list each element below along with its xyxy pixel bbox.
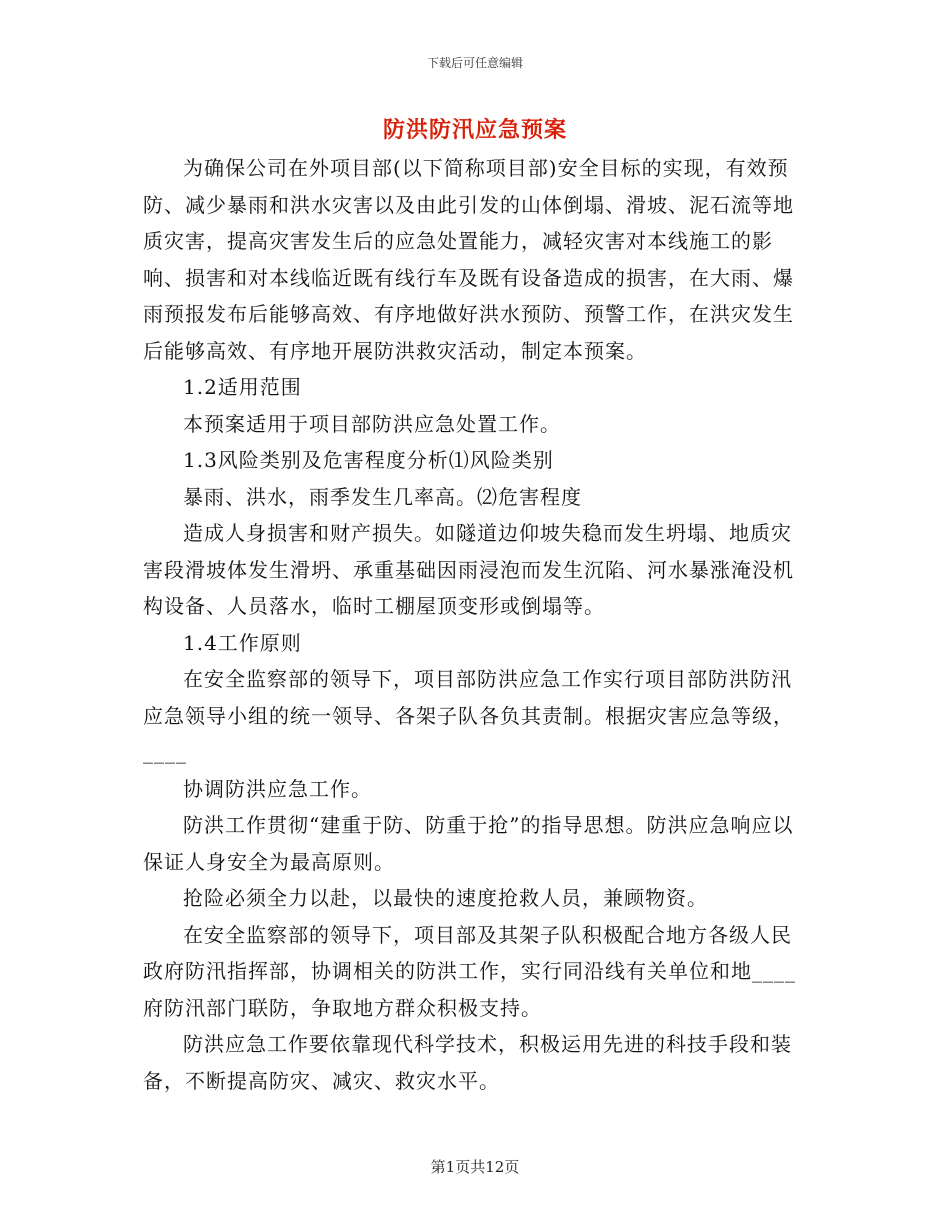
document-title: 防洪防汛应急预案 [382, 117, 567, 143]
section-heading-risk: 1.3风险类别及危害程度分析⑴风险类别 [183, 448, 554, 472]
paragraph-rescue: 抢险必须全力以赴，以最快的速度抢救人员，兼顾物资。 [183, 886, 708, 910]
paragraph-intro: 为确保公司在外项目部(以下简称项目部)安全目标的实现，有效预防、减少暴雨和洪水灾害以及由此引发的山体倒塌、滑坡、泥石流等地质灾害，提高灾害发生后的应急处置能力，减轻灾害对本线施工的影响、损害和对本线临近既有线行车及既有设备造成的损害，在大雨、爆雨预报发布后能够高效、有序地做好洪水预防、预警工作，在洪灾发生后能够高效、有序地开展防洪救灾活动，制定本预案。 [143, 156, 794, 363]
paragraph-scope: 本预案适用于项目部防洪应急处置工作。 [183, 411, 561, 436]
paragraph-coordination: 协调防洪应急工作。 [183, 776, 372, 801]
document-body [143, 150, 811, 1099]
section-heading-principles: 1.4工作原则 [183, 630, 302, 655]
paragraph-leadership: 在安全监察部的领导下，项目部防洪应急工作实行项目部防洪防汛应急领导小组的统一领导、各架子队各负其责制。根据灾害应急等级，____ [143, 667, 794, 764]
paragraph-cooperation: 在安全监察部的领导下，项目部及其架子队积极配合地方各级人民政府防汛指挥部，协调相关的防洪工作，实行同沿线有关单位和地____府防汛部门联防，争取地方群众积极支持。 [143, 922, 796, 1020]
paragraph-guiding-thought: 防洪工作贯彻“建重于防、防重于抢”的指导思想。防洪应急响应以保证人身安全为最高原则。 [143, 813, 794, 874]
page-number: 第1页共12页 [430, 1158, 520, 1176]
paragraph-risk-type: 暴雨、洪水，雨季发生几率高。⑵危害程度 [183, 484, 582, 509]
paragraph-harm: 造成人身损害和财产损失。如隧道边仰坡失稳而发生坍塌、地质灾害段滑坡体发生滑坍、承重基础因雨浸泡而发生沉陷、河水暴涨淹没机构设备、人员落水，临时工棚屋顶变形或倒塌等。 [143, 521, 794, 618]
header-note: 下载后可任意编辑 [426, 56, 523, 70]
section-heading-scope: 1.2适用范围 [183, 375, 302, 399]
paragraph-technology: 防洪应急工作要依靠现代科学技术，积极运用先进的科技手段和装备，不断提高防灾、减灾、救灾水平。 [143, 1032, 792, 1093]
